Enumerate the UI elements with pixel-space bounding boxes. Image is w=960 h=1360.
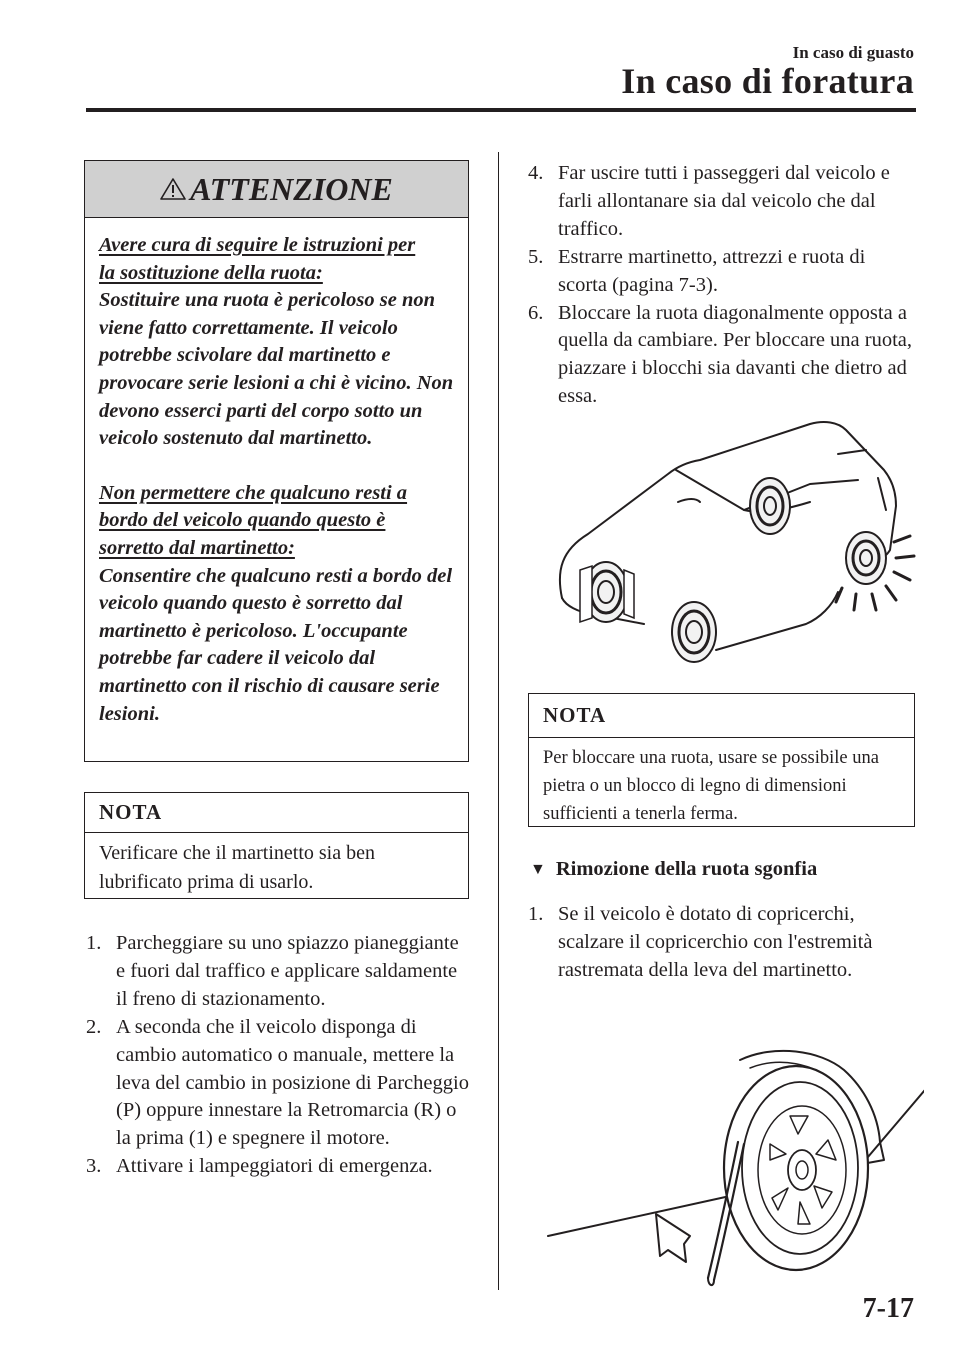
wheel-rear-right-flat bbox=[836, 532, 914, 610]
list-item bbox=[528, 244, 916, 300]
step-text: Parcheggiare su uno spiazzo pianeggiante e fuori dal traffico e applicare saldamente il freno di stazionamento. bbox=[116, 932, 459, 1010]
steps-list-section bbox=[528, 901, 916, 985]
warning-title: ATTENZIONE bbox=[190, 170, 393, 207]
list-item bbox=[86, 1153, 471, 1181]
wheel-rear-left bbox=[750, 478, 790, 534]
column-divider bbox=[498, 152, 499, 1290]
list-item bbox=[528, 160, 916, 244]
step-text: Se il veicolo è dotato di copricerchi, scalzare il copricerchio con l'estremità rastremata della leva del martinetto. bbox=[558, 903, 873, 981]
step-number: 3. bbox=[86, 1155, 102, 1178]
warning-text: Sostituire una ruota è pericoloso se non viene fatto correttamente. Il veicolo potrebbe scivolare dal martinetto e provocare serie lesioni a chi è vicino. Non devono esserci parti del corpo sotto un veicolo sostenuto dal martinetto. bbox=[99, 289, 454, 450]
warning-text: Consentire che qualcuno resti a bordo del veicolo quando questo è sorretto dal martinetto è pericoloso. L'occupante potrebbe far cadere il veicolo dal martinetto con il rischio di causare serie lesioni. bbox=[99, 564, 453, 725]
step-number: 4. bbox=[528, 162, 544, 184]
arrow-icon bbox=[656, 1214, 690, 1262]
warning-heading-line: sorretto dal martinetto: bbox=[99, 536, 295, 559]
step-number: 1. bbox=[86, 932, 102, 954]
step-text: Attivare i lampeggiatori di emergenza. bbox=[116, 1155, 433, 1178]
step-text: A seconda che il veicolo disponga di cambio automatico o manuale, mettere la leva del cambio in posizione di Parcheggio (P) oppure innestare la Retromarcia (R) o la prima (1) e spegnere il motore. bbox=[116, 1015, 469, 1150]
step-text: Far uscire tutti i passeggeri dal veicolo e farli allontanare sia dal veicolo che dal traffico. bbox=[558, 162, 890, 240]
note-box bbox=[84, 792, 469, 899]
note-title: NOTA bbox=[85, 793, 468, 833]
warning-heading-line: Non permettere che qualcuno resti a bbox=[99, 481, 408, 504]
steps-list-left bbox=[86, 930, 471, 1181]
section-title: In caso di guasto bbox=[792, 43, 914, 62]
triangle-down-icon: ▼ bbox=[530, 860, 546, 878]
list-item bbox=[86, 1014, 471, 1154]
note-text: Verificare che il martinetto sia ben lubrificato prima di usarlo. bbox=[99, 842, 375, 893]
warning-header bbox=[85, 161, 468, 218]
warning-body bbox=[85, 218, 468, 728]
warning-box bbox=[84, 160, 469, 762]
step-number: 1. bbox=[528, 903, 544, 925]
section-heading-text: Rimozione della ruota sgonfia bbox=[555, 858, 818, 880]
step-number: 2. bbox=[86, 1015, 102, 1038]
list-item bbox=[528, 901, 916, 985]
warning-heading-line: la sostituzione della ruota: bbox=[99, 261, 323, 284]
note-title: NOTA bbox=[529, 694, 914, 738]
steps-list-right bbox=[528, 160, 916, 411]
warning-triangle-icon bbox=[160, 177, 186, 201]
step-text: Bloccare la ruota diagonalmente opposta a quella da cambiare. Per bloccare una ruota, piazzare i blocchi sia davanti che dietro ad essa. bbox=[558, 301, 913, 408]
warning-heading-line: bordo del veicolo quando questo è bbox=[99, 509, 386, 532]
header-rule bbox=[86, 108, 916, 112]
car-wheel-block-illustration bbox=[548, 410, 920, 682]
step-number: 5. bbox=[528, 245, 544, 268]
list-item bbox=[86, 930, 471, 1014]
page-number: 7-17 bbox=[862, 1293, 914, 1324]
note-box bbox=[528, 693, 915, 827]
section-heading bbox=[530, 858, 817, 881]
wheel-front-right bbox=[672, 602, 716, 662]
wheel-cover-removal-illustration bbox=[544, 1030, 924, 1292]
note-text: Per bloccare una ruota, usare se possibile una pietra o un blocco di legno di dimensioni sufficienti a tenerla ferma. bbox=[543, 748, 879, 824]
step-text: Estrarre martinetto, attrezzi e ruota di scorta (pagina 7-3). bbox=[558, 245, 866, 296]
list-item bbox=[528, 300, 916, 412]
page-title: In caso di foratura bbox=[621, 61, 914, 101]
wheel-front-left bbox=[580, 562, 634, 622]
warning-heading-line: Avere cura di seguire le istruzioni per bbox=[99, 234, 416, 256]
step-number: 6. bbox=[528, 301, 544, 324]
